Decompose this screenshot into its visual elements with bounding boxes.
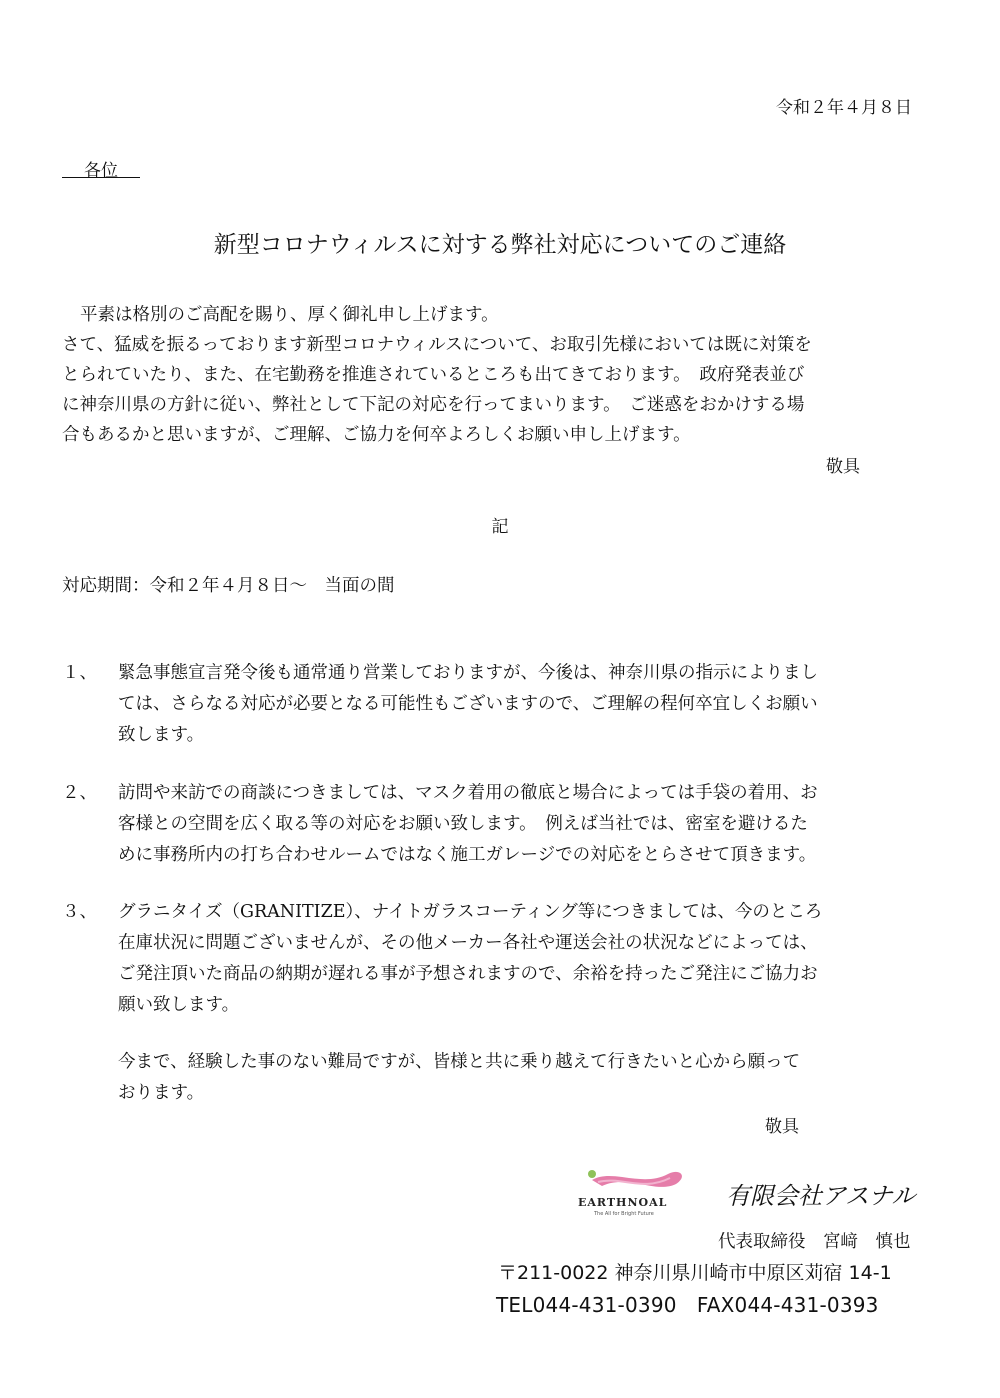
intro-line: さて、猛威を振るっております新型コロナウィルスについて、お取引先様においては既に対策を xyxy=(62,335,812,355)
document-title: 新型コロナウィルスに対する弊社対応についてのご連絡 xyxy=(213,232,787,258)
addressee: 各位 xyxy=(62,156,140,178)
item-line: 在庫状況に問題ございませんが、その他メーカー各社や運送会社の状況などによっては、 xyxy=(118,933,818,953)
item-line: ては、さらなる対応が必要となる可能性もございますので、ご理解の程何卒宜しくお願い xyxy=(118,694,818,714)
document-date: 令和２年４月８日 xyxy=(776,98,912,118)
ki-heading: 記 xyxy=(491,517,509,537)
item-number: ２、 xyxy=(62,783,97,803)
logo-swirl-icon xyxy=(572,1166,690,1218)
item-line: めに事務所内の打ち合わせルームではなく施工ガレージでの対応をとらさせて頂きます。 xyxy=(118,845,817,865)
phone-fax: TEL044-431-0390 FAX044-431-0393 xyxy=(496,1293,879,1317)
item-line: グラニタイズ（GRANITIZE）、ナイトガラスコーティング等につきましては、今のところ xyxy=(118,902,823,922)
item-line: 願い致します。 xyxy=(118,995,240,1015)
closing-keigu-intro: 敬具 xyxy=(826,457,860,477)
logo-tagline: The All for Bright Future xyxy=(594,1211,654,1217)
intro-paragraph xyxy=(62,300,942,450)
intro-line: 平素は格別のご高配を賜り、厚く御礼申し上げます。 xyxy=(80,305,499,325)
company-address: 〒211-0022 神奈川県川崎市中原区苅宿 14-1 xyxy=(498,1262,892,1284)
closing-line: おります。 xyxy=(118,1083,205,1103)
intro-line: に神奈川県の方針に従い、弊社として下記の対応を行ってまいります。 ご迷惑をおかけする場 xyxy=(62,395,805,415)
response-period: 対応期間：令和２年４月８日～ 当面の間 xyxy=(62,576,395,596)
item-line: 客様との空間を広く取る等の対応をお願い致します。 例えば当社では、密室を避けるた xyxy=(118,814,808,834)
closing-paragraph xyxy=(118,1047,942,1109)
item-body xyxy=(118,778,942,871)
item-number: ３、 xyxy=(62,902,97,922)
closing-keigu: 敬具 xyxy=(765,1117,799,1137)
earthnoal-logo xyxy=(572,1166,690,1218)
logo-wordmark: EARTHNOAL xyxy=(578,1196,668,1209)
representative: 代表取締役 宮﨑 慎也 xyxy=(718,1232,911,1252)
item-number: １、 xyxy=(62,663,97,683)
closing-line: 今まで、経験した事のない難局ですが、皆様と共に乗り越えて行きたいと心から願って xyxy=(118,1052,801,1072)
intro-line: 合もあるかと思いますが、ご理解、ご協力を何卒よろしくお願い申し上げます。 xyxy=(62,425,691,445)
item-line: 致します。 xyxy=(118,725,205,745)
item-line: 緊急事態宣言発令後も通常通り営業しておりますが、今後は、神奈川県の指示によりまし xyxy=(118,663,818,683)
item-body xyxy=(118,897,942,1021)
company-name: 有限会社アスナル xyxy=(726,1182,916,1210)
item-line: 訪問や来訪での商談につきましては、マスク着用の徹底と場合によっては手袋の着用、お xyxy=(118,783,818,803)
logo-dot-green xyxy=(588,1170,596,1178)
item-line: ご発注頂いた商品の納期が遅れる事が予想されますので、余裕を持ったご発注にご協力お xyxy=(118,964,818,984)
item-body xyxy=(118,658,942,751)
intro-line: とられていたり、また、在宅勤務を推進されているところも出てきております。 政府発表並び xyxy=(62,365,805,385)
